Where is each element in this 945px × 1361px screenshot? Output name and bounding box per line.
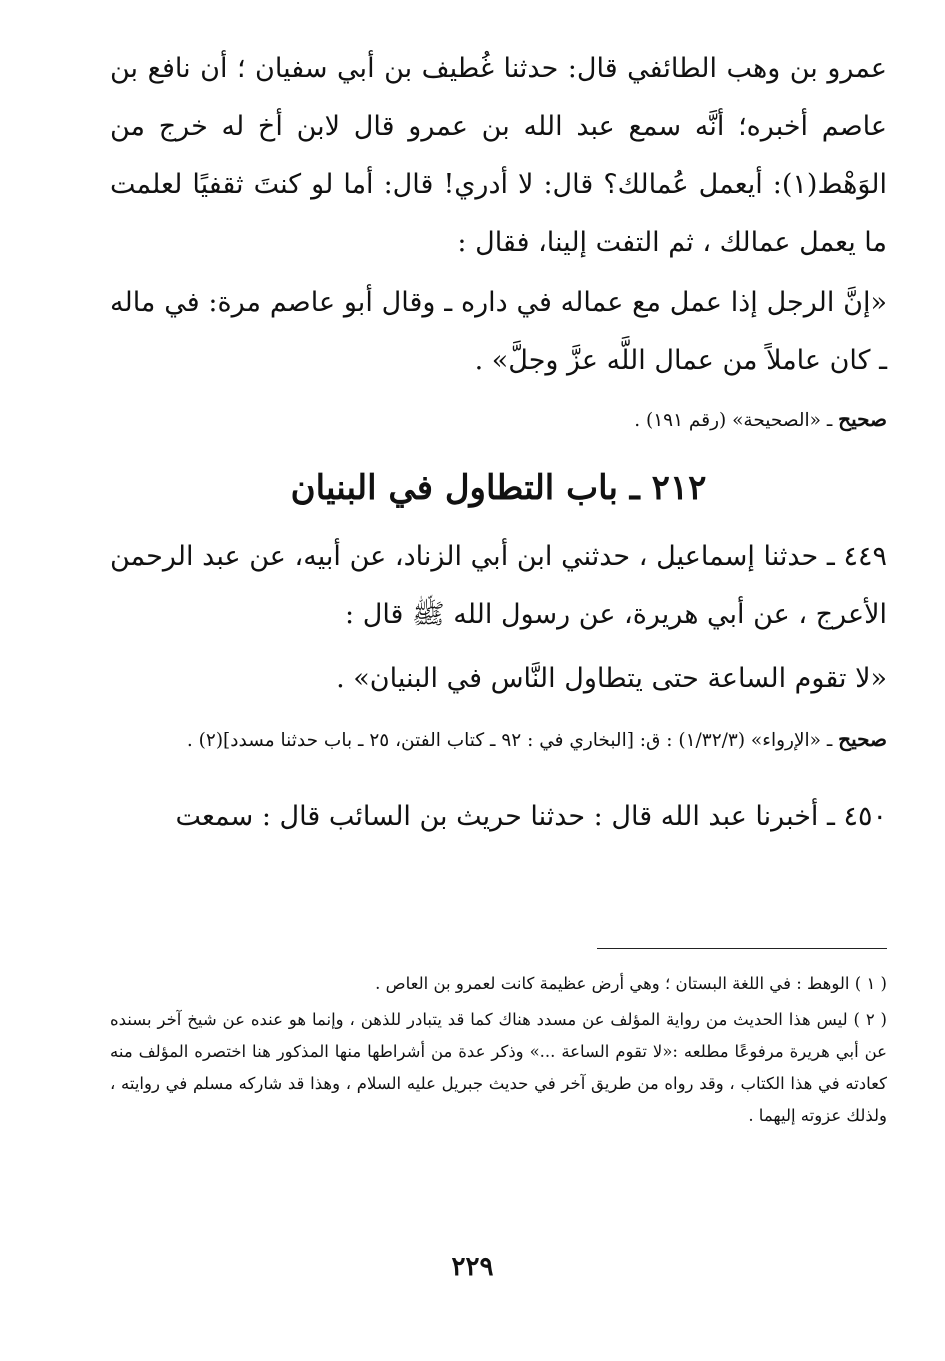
grading-source: ـ «الإرواء» (١/٣٢/٣) : ق: [البخاري في : ٩٢ ـ كتاب الفتن، ٢٥ ـ باب حدثنا مسدد](٢) . bbox=[186, 730, 833, 751]
footnote-divider bbox=[597, 948, 887, 949]
book-page bbox=[110, 40, 887, 1361]
hadith-448-quote: «إنَّ الرجل إذا عمل مع عماله في داره ـ وقال أبو عاصم مرة: في ماله ـ كان عاملاً من عمال اللَّه عزَّ وجلَّ» . bbox=[110, 287, 887, 376]
chapter-title: ٢١٢ ـ باب التطاول في البنيان bbox=[290, 468, 707, 508]
grading-source: ـ «الصحيحة» (رقم ١٩١) . bbox=[634, 410, 833, 431]
grading-label: صحيح bbox=[838, 407, 887, 431]
footnote-1: ( ١ ) الوهط : في اللغة البستان ؛ وهي أرض عظيمة كانت لعمرو بن العاص . bbox=[375, 974, 887, 993]
hadith-450-text: ٤٥٠ ـ أخبرنا عبد الله قال : حدثنا حريث بن السائب قال : سمعت bbox=[175, 801, 887, 832]
page-number: ٢٢٩ bbox=[451, 1252, 494, 1282]
grading-label: صحيح bbox=[838, 727, 887, 751]
hadith-449-quote: «لا تقوم الساعة حتى يتطاول النَّاس في البنيان» . bbox=[336, 663, 887, 694]
footnote-2: ( ٢ ) ليس هذا الحديث من رواية المؤلف عن مسدد هناك كما قد يتبادر للذهن ، وإنما هو عنده عن شيخ آخر بسنده عن أبي هريرة مرفوعًا مطلعه :«لا تقوم الساعة ...» وذكر عدة من أشراطها منها المذكور هنا اختصره المؤلف منه كعادته في هذا الكتاب ، وقد رواه من طريق آخر في حديث جبريل عليه السلام ، وهذا قد شاركه مسلم في روايته ، ولذلك عزوته إليهما . bbox=[110, 1010, 887, 1125]
hadith-448-grading bbox=[110, 404, 887, 436]
hadith-449-text: ٤٤٩ ـ حدثنا إسماعيل ، حدثني ابن أبي الزناد، عن أبيه، عن عبد الرحمن الأعرج ، عن أبي هريرة، عن رسول الله ﷺ قال : bbox=[110, 541, 887, 630]
hadith-449-grading bbox=[110, 714, 887, 766]
footnotes bbox=[110, 968, 887, 1132]
paragraph-hadith-448-continuation: عمرو بن وهب الطائفي قال: حدثنا غُطيف بن أبي سفيان ؛ أن نافع بن عاصم أخبره؛ أنَّه سمع عبد الله بن عمرو قال لابن أخ له خرج من الوَهْط(١): أيعمل عُمالك؟ قال: لا أدري! قال: أما لو كنتَ ثقفيًا لعلمت ما يعمل عمالك ، ثم التفت إلينا، فقال : bbox=[110, 53, 887, 258]
